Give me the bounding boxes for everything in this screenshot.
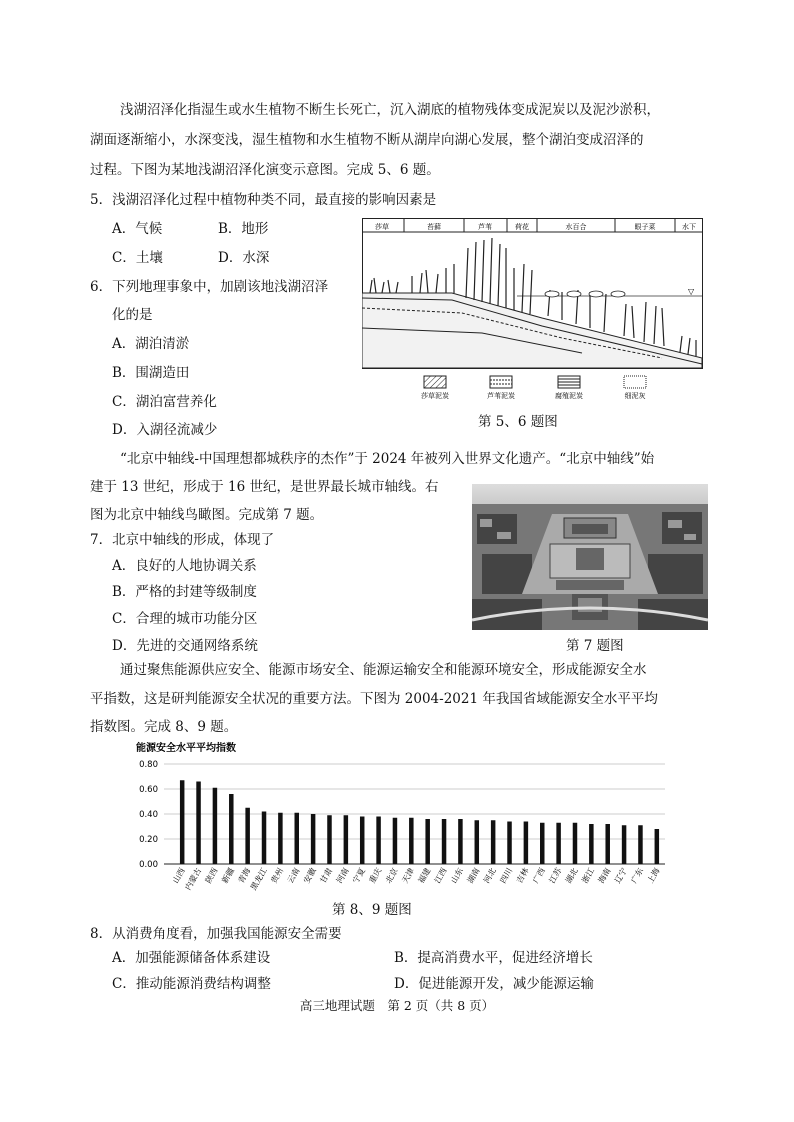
chart-bar	[540, 823, 545, 864]
chart-bar	[360, 817, 365, 865]
chart-bar	[475, 820, 480, 864]
chart-xtick-label: 贵州	[269, 866, 286, 885]
legend-label-1: 莎草泥炭	[421, 392, 449, 400]
q7-option-c[interactable]: C．合理的城市功能分区	[112, 611, 258, 627]
q8-option-d[interactable]: D．促进能源开发，减少能源运输	[394, 976, 594, 992]
chart-xtick-label: 安徽	[302, 866, 318, 885]
chart-bar	[491, 820, 496, 864]
q8-stem: 8．从消费角度看，加强我国能源安全需要	[90, 926, 342, 942]
intro1-line-2: 湖面逐渐缩小，水深变浅，湿生植物和水生植物不断从湖岸向湖心发展，整个湖泊变成沼泽的	[90, 132, 644, 148]
chart-title: 能源安全水平平均指数	[136, 743, 236, 754]
chart-xtick-label: 陕西	[203, 866, 220, 885]
chart-bar	[638, 825, 643, 864]
energy-security-bar-chart	[120, 740, 680, 900]
zone-label-1: 莎草	[375, 223, 389, 231]
chart-xtick-label: 上海	[645, 866, 662, 885]
chart-xtick-label: 福建	[416, 866, 433, 885]
legend-label-2: 芦苇泥炭	[487, 392, 515, 400]
q5-option-a[interactable]: A．气候	[112, 221, 163, 237]
q6-stem-2: 化的是	[112, 307, 153, 323]
chart-bar	[196, 782, 201, 865]
chart-xtick-label: 黑龙江	[248, 866, 269, 892]
chart-xtick-label: 内蒙古	[183, 866, 204, 892]
q8-option-b[interactable]: B．提高消费水平，促进经济增长	[394, 950, 593, 966]
q7-stem: 7．北京中轴线的形成，体现了	[90, 532, 275, 548]
chart-bar	[442, 819, 447, 864]
chart-xtick-label: 广东	[629, 866, 646, 885]
intro2-line-3: 图为北京中轴线鸟瞰图。完成第 7 题。	[90, 507, 324, 523]
chart-ytick-label: 0.40	[139, 810, 158, 820]
chart-xtick-label: 四川	[498, 866, 515, 885]
chart-xtick-label: 山西	[171, 866, 187, 885]
chart-bar	[295, 813, 300, 864]
zone-label-2: 苔藓	[427, 223, 441, 231]
zone-label-6: 眼子菜	[634, 223, 656, 231]
chart-bar	[458, 819, 463, 864]
chart-xtick-label: 江西	[432, 866, 449, 885]
page-footer: 高三地理试题 第 2 页（共 8 页）	[299, 998, 495, 1013]
chart-xtick-label: 湖北	[563, 866, 580, 885]
chart-ytick-label: 0.80	[139, 760, 158, 770]
chart-xtick-label: 云南	[285, 866, 302, 885]
chart-bar	[327, 815, 332, 864]
svg-text:▽: ▽	[688, 287, 695, 296]
zone-label-5: 水百合	[565, 223, 587, 231]
intro3-line-3: 指数图。完成 8、9 题。	[90, 719, 238, 735]
intro3-line-1: 通过聚焦能源供应安全、能源市场安全、能源运输安全和能源环境安全，形成能源安全水	[120, 662, 647, 678]
q6-option-b[interactable]: B．围湖造田	[112, 365, 190, 381]
q5-option-d[interactable]: D．水深	[218, 250, 270, 266]
chart-bar	[245, 808, 250, 864]
chart-xtick-label: 吉林	[514, 866, 531, 885]
lake-swamp-diagram	[362, 218, 708, 408]
chart-bar	[229, 794, 234, 864]
chart-bar	[425, 819, 430, 864]
chart-xtick-label: 天津	[400, 866, 417, 885]
q6-option-d[interactable]: D．入湖径流减少	[112, 422, 218, 438]
chart-bar	[311, 814, 316, 864]
chart-ytick-label: 0.20	[139, 835, 158, 845]
q6-option-c[interactable]: C．湖泊富营养化	[112, 394, 217, 410]
chart-xtick-label: 辽宁	[613, 866, 629, 885]
chart-xtick-label: 宁夏	[351, 866, 367, 885]
chart-xtick-label: 甘肃	[318, 866, 335, 885]
q8-option-c[interactable]: C．推动能源消费结构调整	[112, 976, 271, 992]
chart-bar	[262, 812, 267, 865]
chart-xtick-label: 江苏	[547, 866, 564, 885]
chart-ytick-label: 0.00	[139, 860, 158, 870]
q6-option-a[interactable]: A．湖泊清淤	[112, 336, 190, 352]
chart-xtick-label: 浙江	[580, 866, 597, 885]
chart-xtick-label: 新疆	[220, 866, 237, 885]
q8-option-a[interactable]: A．加强能源储备体系建设	[112, 950, 271, 966]
chart-bar	[589, 824, 594, 864]
q5-option-b[interactable]: B．地形	[218, 221, 269, 237]
legend-label-4: 细泥灰	[624, 392, 646, 400]
chart-xtick-label: 河北	[482, 866, 498, 885]
chart-bar	[573, 823, 578, 864]
chart-xtick-label: 山东	[449, 866, 466, 885]
chart-xtick-label: 海南	[596, 866, 613, 885]
q6-stem-1: 6．下列地理事象中，加剧该地浅湖沼泽	[90, 279, 329, 295]
chart-xtick-label: 青海	[236, 866, 253, 885]
chart-xtick-label: 广西	[531, 866, 547, 885]
zone-label-3: 芦苇	[478, 223, 492, 231]
chart-bar	[278, 813, 283, 864]
chart-xtick-label: 重庆	[367, 866, 384, 885]
chart-xtick-label: 河南	[334, 866, 351, 885]
chart-xtick-label: 湖南	[465, 866, 482, 885]
chart-bar	[655, 829, 660, 864]
intro1-line-1: 浅湖沼泽化指湿生或水生植物不断生长死亡，沉入湖底的植物残体变成泥炭以及泥沙淤积，	[120, 102, 660, 118]
q5-option-c[interactable]: C．土壤	[112, 250, 163, 266]
chart-bar	[376, 817, 381, 865]
chart-bar	[393, 818, 398, 864]
chart-bar	[409, 818, 414, 864]
chart-bar	[524, 822, 529, 865]
intro1-line-3: 过程。下图为某地浅湖沼泽化演变示意图。完成 5、6 题。	[90, 162, 440, 178]
chart-ytick-label: 0.60	[139, 785, 158, 795]
zone-label-7: 水下	[682, 223, 696, 231]
chart-bar	[213, 788, 218, 864]
chart-bar	[180, 780, 185, 864]
fig56-caption: 第 5、6 题图	[478, 414, 558, 430]
q7-option-a[interactable]: A．良好的人地协调关系	[112, 558, 257, 574]
zone-label-4: 荷花	[515, 223, 529, 231]
chart-bar	[507, 822, 512, 865]
fig89-caption: 第 8、9 题图	[332, 902, 412, 918]
legend-label-3: 腐殖泥炭	[555, 392, 583, 400]
chart-bar	[344, 815, 349, 864]
chart-bar	[605, 824, 610, 864]
chart-xtick-label: 北京	[383, 866, 400, 885]
beijing-axis-aerial-photo	[472, 484, 708, 630]
chart-bar	[556, 823, 561, 864]
q7-option-d[interactable]: D．先进的交通网络系统	[112, 638, 258, 654]
intro3-line-2: 平指数，这是研判能源安全状况的重要方法。下图为 2004-2021 年我国省域能源安全水平平均	[90, 691, 658, 707]
q7-option-b[interactable]: B．严格的封建等级制度	[112, 584, 257, 600]
intro2-line-2: 建于 13 世纪，形成于 16 世纪，是世界最长城市轴线。右	[90, 479, 439, 495]
intro2-line-1: “北京中轴线-中国理想都城秩序的杰作”于 2024 年被列入世界文化遗产。“北京中轴线”始	[120, 451, 655, 467]
chart-bar	[622, 825, 627, 864]
fig7-caption: 第 7 题图	[566, 638, 624, 654]
q5-stem: 5．浅湖沼泽化过程中植物种类不同，最直接的影响因素是	[90, 192, 437, 208]
